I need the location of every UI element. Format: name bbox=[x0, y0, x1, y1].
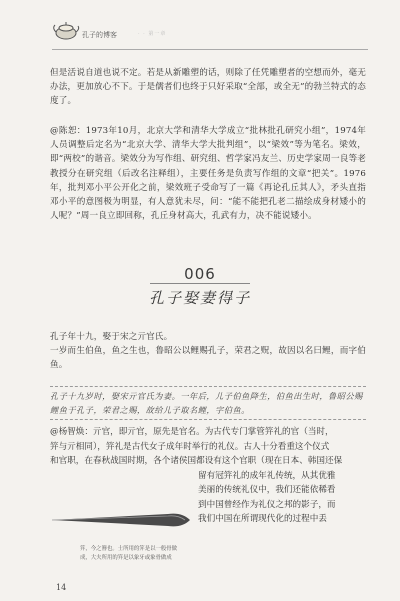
note-line: 我们中国在所谓现代化的过程中丢 bbox=[198, 514, 327, 524]
note-line: 留有冠笄礼的成年礼传统，从其优雅 bbox=[198, 470, 336, 481]
original-text-line2: 一岁而生伯鱼，鱼之生也，鲁昭公以鲤赐孔子，荣君之贶，故因以名曰鲤，而字伯鱼。 bbox=[50, 346, 366, 371]
note-line: 和官职，在春秋战国时期，各个诸侯国都设有这个官职（现在日本、韩国还保 bbox=[50, 456, 343, 466]
hairpin-illustration bbox=[50, 505, 198, 535]
chapter-title: 孔子娶妻得子 bbox=[148, 289, 251, 307]
header-divider bbox=[52, 49, 368, 50]
caption-line: 笄，今之簪也。士所用的笄是以一般骨做 bbox=[80, 546, 178, 552]
teapot-icon bbox=[52, 18, 80, 42]
note-line: @杨智焕：亓官，即亓官，原先是官名。为古代专门掌管笄礼的官（当时， bbox=[50, 427, 334, 437]
page-number: 14 bbox=[56, 583, 67, 592]
running-head-faint: · · 第一章 bbox=[138, 31, 167, 37]
page-header bbox=[0, 0, 400, 64]
note-line: 笄与亓相同），笄礼是古代女子成年时举行的礼仪。古人十分看重这个仪式 bbox=[50, 441, 330, 452]
paragraph-note-chen: @陈恕：1973年10月，北京大学和清华大学成立“批林批孔研究小组”，1974年人员调整后定名为“北京大学、清华大学大批判组”，以“梁效”等为笔名。梁效，即“两校”的谐音。梁效分为写作组、研究组、哲学家冯友兰、历史学家周一良等老教授分在研究组（后改名注释组），主要任务是负责写作组的文章“把关”。1976年，批判邓小平公开化之前，梁效班子受命写了一篇《再论孔丘其人》，矛头直指邓小平的意图极为明显，有人意犹未尽，问：“能不能把孔老二描绘成身材矮小的人呢？”周一良立即回称，孔丘身材高大，孔武有力，决不能说矮小。 bbox=[50, 126, 366, 222]
translation-bottom-rule bbox=[50, 419, 366, 420]
original-text-line1: 孔子年十九，娶于宋之亓官氏。 bbox=[50, 332, 173, 342]
translation-top-rule bbox=[50, 386, 366, 387]
chapter-divider bbox=[150, 283, 250, 284]
illustration-caption bbox=[80, 545, 210, 563]
running-head-title: 孔子的博客 bbox=[82, 31, 117, 39]
chapter-number: 006 bbox=[184, 265, 216, 283]
note-line: 美丽的传统礼仪中，我们还能依稀看 bbox=[198, 485, 336, 495]
paragraph-continuation: 但是活说自道也说不定。若是从新雕塑的话，则除了任凭雕塑者的空想而外，毫无办法，更加放心不下。于是儒者们也终于只好采取“全部，或全无”的勃兰特式的态度了。 bbox=[50, 68, 366, 107]
note-line: 到中国曾经作为礼仪之邦的影子，而 bbox=[198, 499, 336, 510]
translation-text: 孔子十九岁时，娶宋亓官氏为妻。一年后，儿子伯鱼降生，伯鱼出生时，鲁昭公赐鲤鱼于孔子，荣君之赐，故给儿子取名鲤，字伯鱼。 bbox=[50, 391, 363, 415]
caption-line: 成，大夫所用的笄是以象牙或象骨做成 bbox=[80, 555, 172, 561]
